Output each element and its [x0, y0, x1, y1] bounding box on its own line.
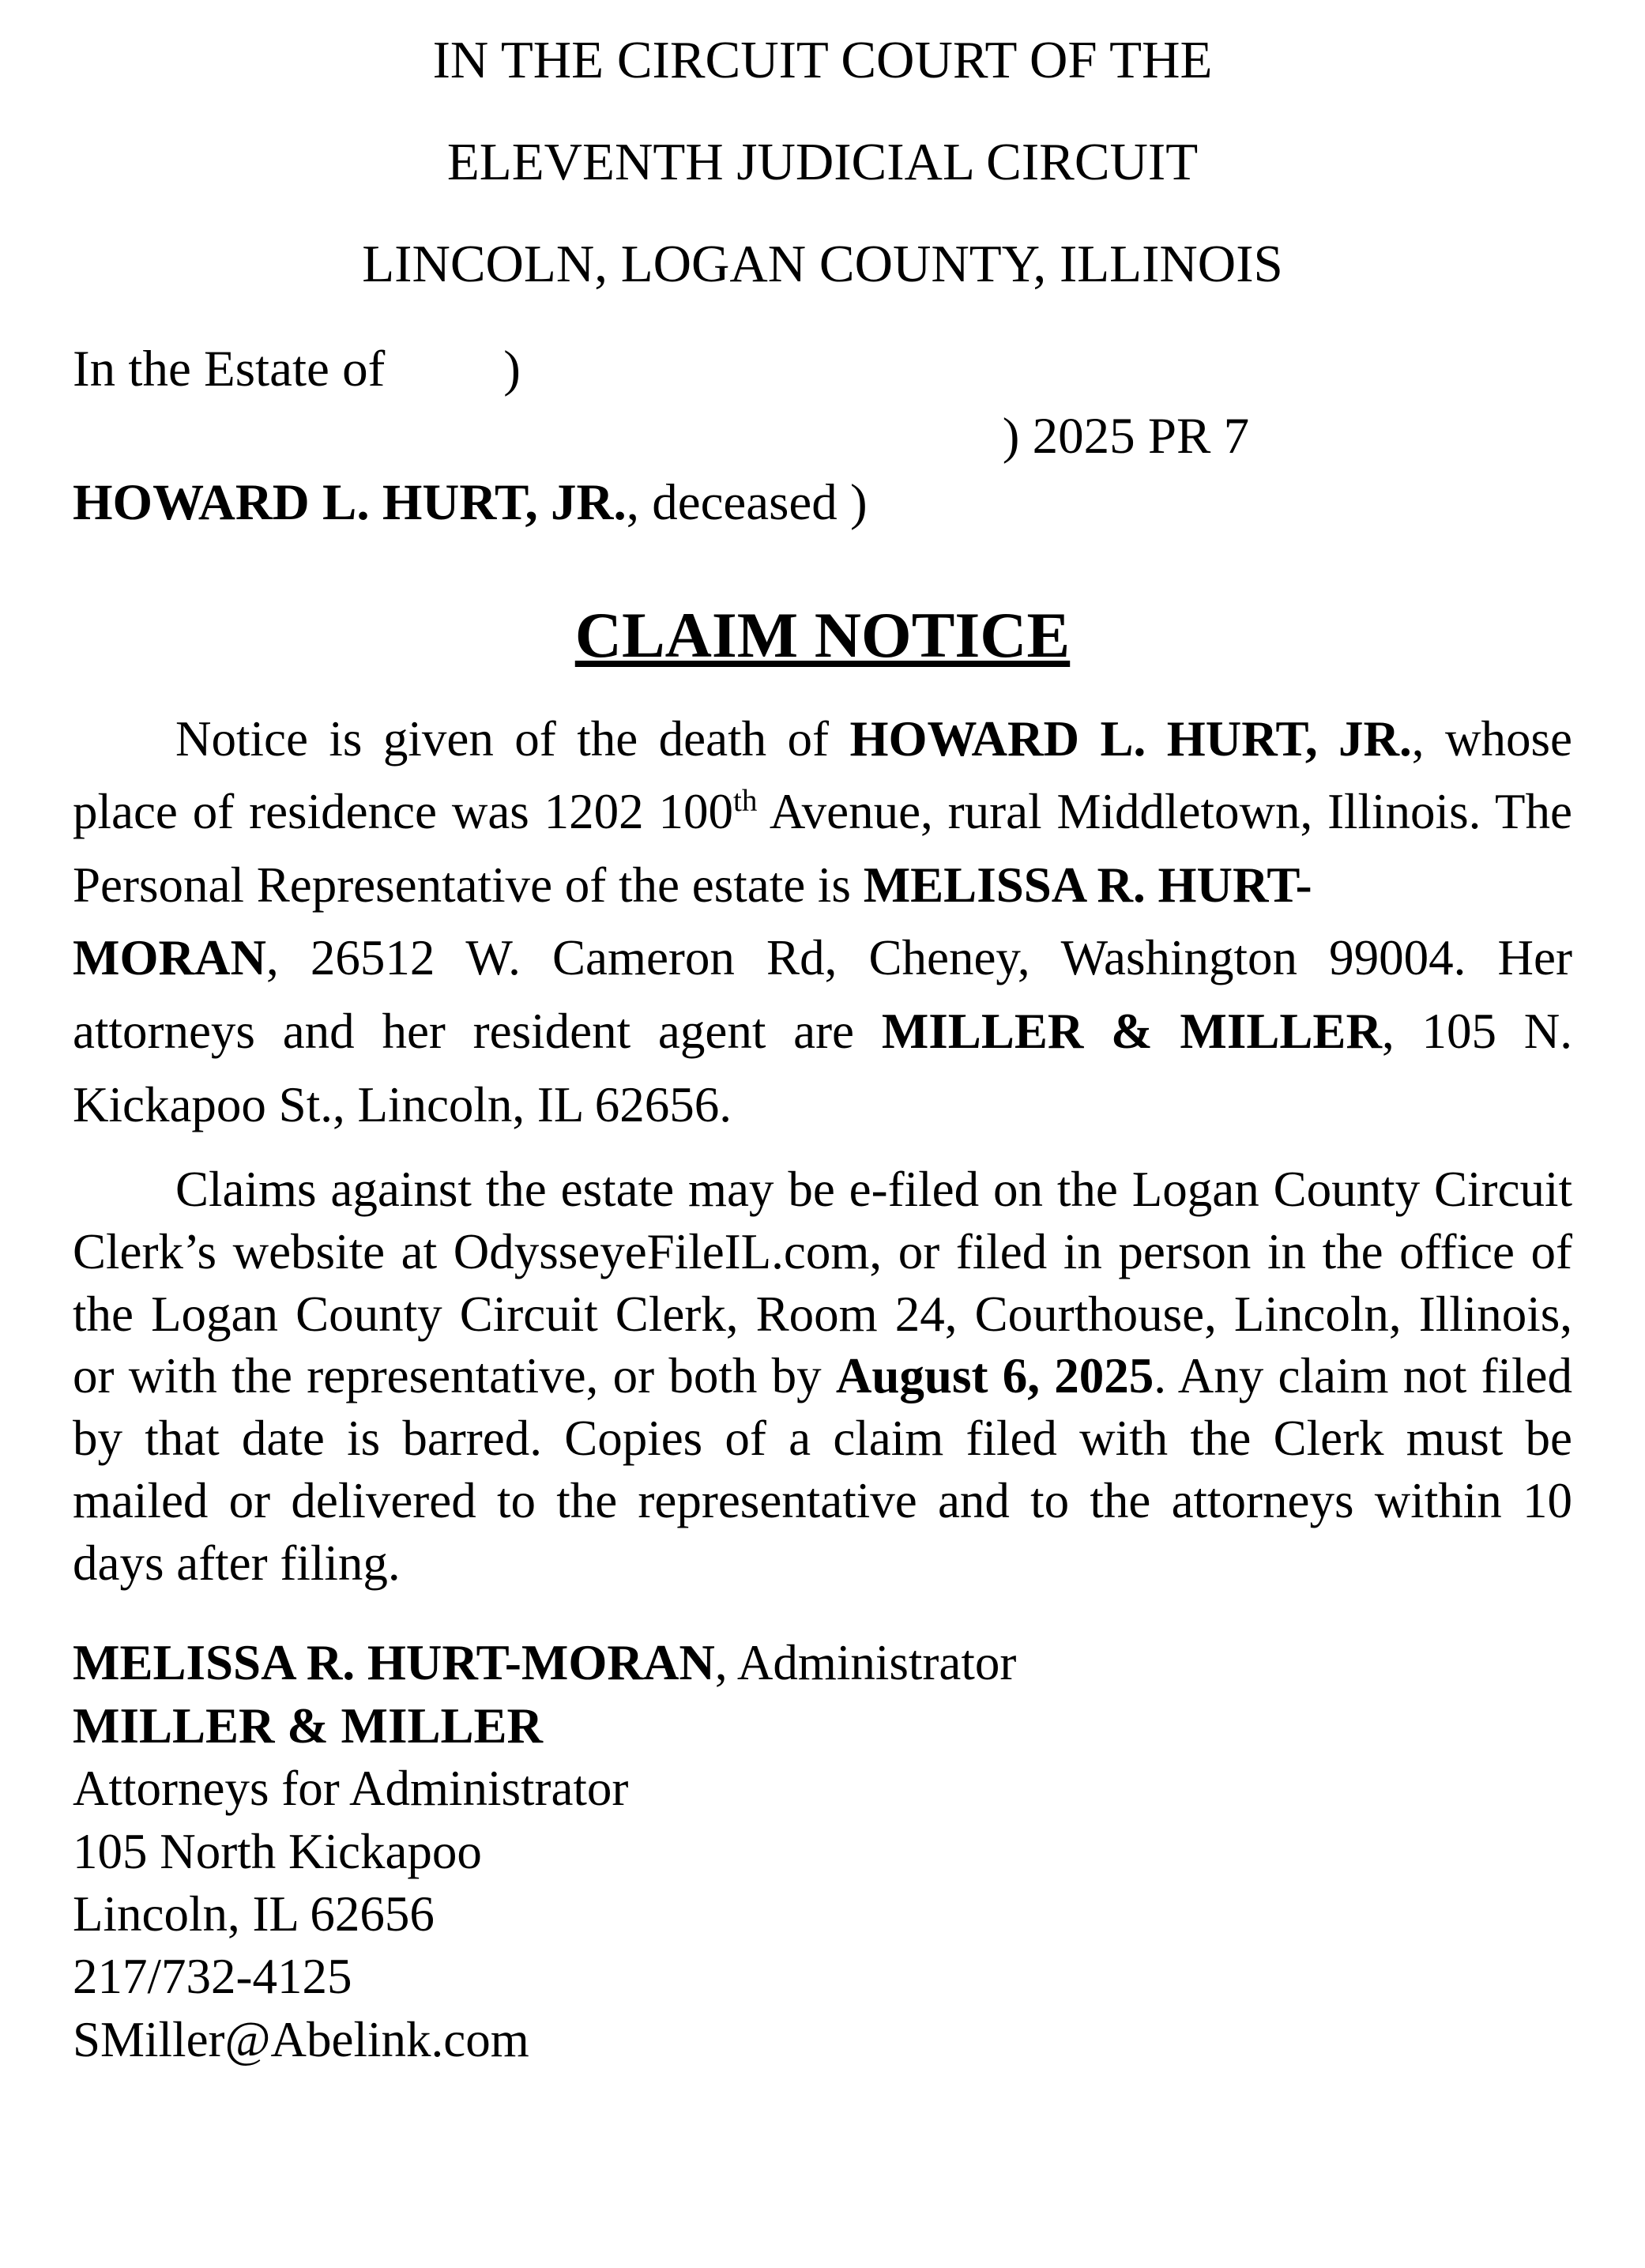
firm-city-state-zip: Lincoln, IL 62656 — [73, 1886, 435, 1942]
representative-name-part2: MORAN — [73, 930, 266, 986]
decedent-name-inline: HOWARD L. HURT, JR. — [849, 710, 1412, 767]
county-state-line: LINCOLN, LOGAN COUNTY, ILLINOIS — [362, 235, 1283, 293]
judicial-circuit-line: ELEVENTH JUDICIAL CIRCUIT — [446, 133, 1199, 191]
signature-block — [73, 1632, 1572, 2071]
estate-of-label: In the Estate of — [73, 341, 386, 397]
decedent-deceased-label: , deceased ) — [626, 474, 868, 531]
caption-paren: ) — [503, 341, 521, 397]
notice-text-1: Notice is given of the death of — [175, 710, 850, 767]
notice-text-3: Avenue, rural Middletown, Illinois. The Personal Representative of the estate is — [73, 784, 1573, 913]
decedent-line — [73, 469, 1572, 537]
firm-street-address: 105 North Kickapoo — [73, 1823, 482, 1879]
firm-email-address: SMiller@Abelink.com — [73, 2011, 529, 2067]
estate-of-line — [73, 336, 1572, 403]
notice-text-5: , 105 N. Kickapoo St., Lincoln, IL 62656. — [73, 1003, 1573, 1132]
notice-paragraph — [73, 703, 1572, 922]
firm-phone-number: 217/732-4125 — [73, 1949, 352, 2005]
claims-text-1: Claims against the estate may be e-filed on the Logan County Circuit Clerk’s website at OdysseyeFileIL.com, or filed in person in the office of the Logan County Circuit Clerk, Room 24, Courthouse, Lincoln, Illinois, or with the representative, or both by — [73, 1162, 1572, 1404]
claims-deadline-date: August 6, 2025 — [835, 1348, 1154, 1404]
administrator-name: MELISSA R. HURT-MORAN — [73, 1635, 715, 1691]
notice-paragraph-continued — [73, 921, 1572, 1141]
claims-text-2: . Any claim not filed by that date is barred. Copies of a claim filed with the Clerk must be mailed or delivered to the representative and to the attorneys within 10 days after filing. — [73, 1348, 1572, 1591]
law-firm-name: MILLER & MILLER — [73, 1697, 544, 1754]
claim-notice-title-text: CLAIM NOTICE — [574, 598, 1071, 671]
court-name-line: IN THE CIRCUIT COURT OF THE — [432, 31, 1213, 89]
law-firm-name-inline: MILLER & MILLER — [881, 1003, 1382, 1059]
claims-paragraph — [73, 1158, 1572, 1594]
notice-text-2: , whose place of residence was 1202 100 — [73, 710, 1572, 840]
claim-notice-title — [73, 598, 1572, 672]
administrator-line — [73, 1632, 1572, 1694]
notice-text-4: , 26512 W. Cameron Rd, Cheney, Washington 99004. Her attorneys and her resident agent are — [73, 930, 1572, 1059]
attorneys-role-line: Attorneys for Administrator — [73, 1761, 629, 1817]
representative-name-part1: MELISSA R. HURT- — [863, 857, 1312, 913]
court-header — [73, 30, 1572, 295]
case-number-line: ) 2025 PR 7 — [1002, 407, 1250, 465]
case-caption — [73, 336, 1572, 537]
ordinal-superscript: th — [733, 784, 758, 819]
decedent-name: HOWARD L. HURT, JR. — [73, 474, 627, 531]
administrator-title: , Administrator — [714, 1635, 1017, 1691]
